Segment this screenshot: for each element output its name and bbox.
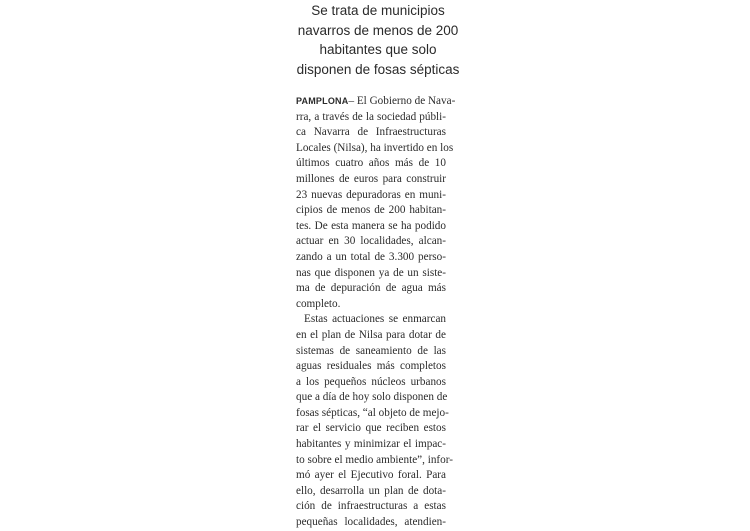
article-line: habitantes y minimizar el impac- bbox=[296, 438, 446, 451]
article-line: que a día de hoy solo disponen de bbox=[296, 391, 448, 404]
subtitle-line: navarros de menos de 200 bbox=[297, 22, 459, 38]
article-line: nas que disponen ya de un siste- bbox=[296, 266, 446, 279]
subtitle-line: disponen de fosas sépticas bbox=[296, 61, 460, 77]
article-line: ello, desarrolla un plan de dota- bbox=[296, 484, 446, 497]
article-line: a los pequeños núcleos urbanos bbox=[296, 375, 446, 388]
article-line: actuar en 30 localidades, alcan- bbox=[296, 235, 446, 248]
article-line: rra, a través de la sociedad públi- bbox=[296, 110, 446, 123]
article-line: to sobre el medio ambiente”, infor- bbox=[296, 453, 453, 466]
article-line: ca Navarra de Infraestructuras bbox=[296, 126, 446, 139]
article-line: completo. bbox=[296, 297, 341, 310]
article-subtitle bbox=[288, 1, 468, 79]
article-line: sistemas de saneamiento de las bbox=[296, 344, 446, 357]
article-line: ción de infraestructuras a estas bbox=[296, 500, 446, 513]
article-line: mó ayer el Ejecutivo foral. Para bbox=[296, 469, 446, 482]
first-line-text: – El Gobierno de Nava- bbox=[348, 95, 456, 107]
article-first-line bbox=[296, 94, 456, 110]
article-line: aguas residuales más completos bbox=[296, 360, 446, 373]
article-line: en el plan de Nilsa para dotar de bbox=[296, 328, 446, 341]
article-body bbox=[296, 94, 456, 531]
article-line: ma de depuración de agua más bbox=[296, 282, 446, 295]
article-line: últimos cuatro años más de 10 bbox=[296, 157, 446, 170]
article-line: Locales (Nilsa), ha invertido en los bbox=[296, 141, 454, 154]
article-line: millones de euros para construir bbox=[296, 172, 446, 185]
article-line: Estas actuaciones se enmarcan bbox=[304, 313, 446, 326]
article-line: zando a un total de 3.300 perso- bbox=[296, 250, 446, 263]
subtitle-line: habitantes que solo bbox=[319, 42, 437, 57]
article-line: rar el servicio que reciben estos bbox=[296, 422, 446, 435]
dateline: PAMPLONA bbox=[296, 96, 349, 106]
article-line: 23 nuevas depuradoras en muni- bbox=[296, 188, 446, 201]
article-line: fosas sépticas, “al objeto de mejo- bbox=[296, 406, 449, 419]
subtitle-line: Se trata de municipios bbox=[311, 3, 445, 18]
article-line: tes. De esta manera se ha podido bbox=[296, 219, 446, 232]
article-line: pequeñas localidades, atendien- bbox=[296, 516, 446, 529]
article-line: cipios de menos de 200 habitan- bbox=[296, 204, 446, 217]
